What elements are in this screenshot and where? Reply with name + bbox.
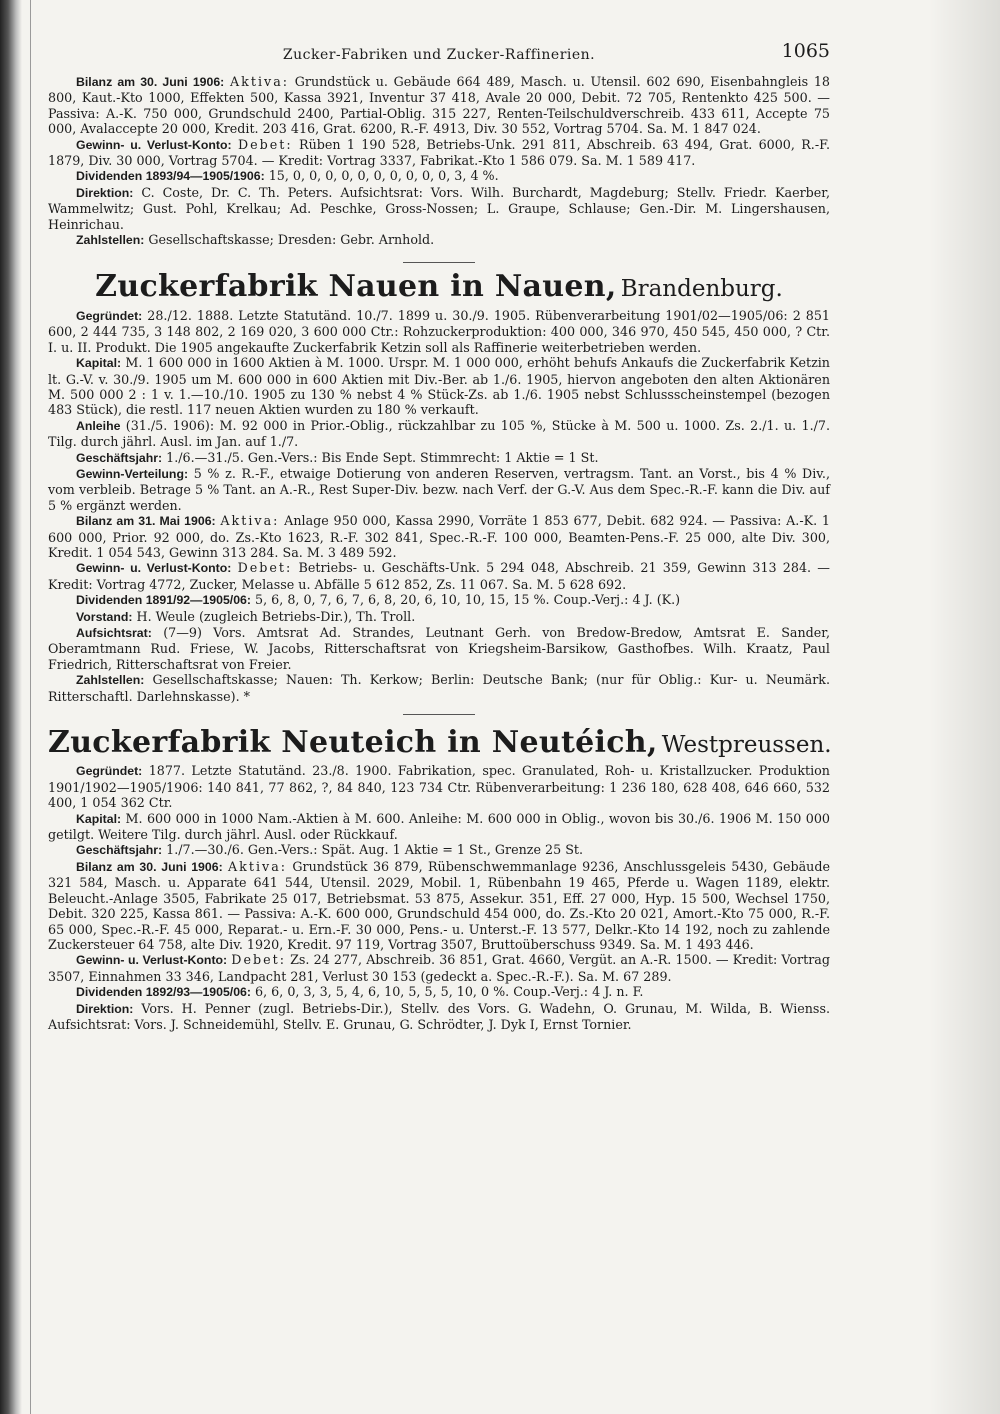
- entry-paragraph: [48, 842, 830, 858]
- entry-label: Direktion:: [76, 1001, 134, 1016]
- entry-paragraph: [48, 355, 830, 418]
- entry-text: M. 1 600 000 in 1600 Aktien à M. 1000. Urspr. M. 1 000 000, erhöht behufs Ankaufs die Zuckerfabrik Ketzin lt. G.-V. v. 30./9. 1905 um M. 600 000 in 600 Aktien mit Div.-Ber. ab 1./6. 1905, hiervon angeboten den alten Aktionären M. 500 000 2 : 1 v. 1.—10./10. 1905 zu 130 % nebst 4 % Stück-Zs. ab 1./6. 1905 nebst Schlussscheinstempel (bezogen 483 Stück), die restl. 117 neuen Aktien wurden zu 180 % verkauft.: [48, 355, 830, 418]
- entry-label: Aufsichtsrat:: [76, 626, 152, 640]
- company-title: Zuckerfabrik Nauen in Nauen,: [95, 269, 617, 305]
- entry-label: Kapital:: [76, 811, 122, 826]
- entry-label: Dividenden 1892/93—1905/06:: [76, 985, 251, 1000]
- scan-right-shade: [930, 0, 1000, 1414]
- entry-paragraph: [48, 308, 830, 355]
- entry-label: Gewinn- u. Verlust-Konto:: [76, 953, 228, 968]
- entry-paragraph: [48, 1001, 830, 1033]
- entry-paragraph: [48, 952, 830, 984]
- running-head-title: Zucker-Fabriken und Zucker-Raffinerien.: [282, 47, 596, 63]
- entry-label: Bilanz am 30. Juni 1906:: [76, 75, 225, 89]
- scan-fold-line: [30, 0, 31, 1414]
- entry-text: (7—9) Vors. Amtsrat Ad. Strandes, Leutnant Gerh. von Bredow-Bredow, Amtsrat E. Sander, Oberamtmann Rud. Friese, W. Jacobs, Ritterschaftsrat von Kriegsheim-Barsikow, Gasthofbes. Wilh. Kraatz, Paul Friedrich, Ritterschaftsrat von Freier.: [48, 625, 830, 672]
- entry-text: Gesellschaftskasse; Dresden: Gebr. Arnhold.: [148, 232, 435, 248]
- entry-text: Zs. 24 277, Abschreib. 36 851, Grat. 4660, Vergüt. an A.-R. 1500. — Kredit: Vortrag 3507, Einnahmen 33 346, Landpacht 281, Verlust 30 153 (gedeckt a. Spec.-R.-F.). Sa. M. 67 289.: [48, 952, 830, 984]
- entry-label: Gewinn- u. Verlust-Konto:: [76, 561, 232, 576]
- entry-text: Anlage 950 000, Kassa 2990, Vorräte 1 853 677, Debit. 682 924. — Passiva: A.-K. 1 600 000, Prior. 92 000, do. Zs.-Kto 1623, R.-F. 302 841, Spec.-R.-F. 100 000, Beamten-Pens.-F. 25 000, alte Div. 300, Kredit. 1 054 543, Gewinn 313 284. Sa. M. 3 489 592.: [48, 513, 830, 560]
- entry-paragraph: [48, 513, 830, 560]
- entry-text: Grundstück u. Gebäude 664 489, Masch. u. Utensil. 602 690, Eisenbahngleis 18 800, Kaut.-Kto 1000, Effekten 500, Kassa 3921, Inventur 37 418, Avale 20 000, Debit. 72 705, Rentenkto 425 500. — Passiva: A.-K. 750 000, Grundschuld 2400, Partial-Oblig. 315 227, Renten-Teilschuldverschreib. 433 611, Accepte 75 000, Avalaccepte 20 000, Kredit. 203 416, Grat. 6200, R.-F. 4913, Div. 30 552, Vortrag 5704. Sa. M. 1 847 024.: [48, 74, 830, 137]
- entry-text: M. 600 000 in 1000 Nam.-Aktien à M. 600. Anleihe: M. 600 000 in Oblig., wovon bis 30./6. 1906 M. 150 000 getilgt. Weitere Tilg. durch jährl. Ausl. oder Rückkauf.: [48, 810, 830, 843]
- section-previous-company: [48, 74, 830, 248]
- section-divider: [403, 262, 475, 263]
- entry-paragraph: [48, 763, 830, 810]
- entry-label: Dividenden 1893/94—1905/1906:: [76, 169, 265, 184]
- entry-text: Gesellschaftskasse; Nauen: Th. Kerkow; Berlin: Deutsche Bank; (nur für Oblig.: Kur- u. Neumärk. Ritterschaftl. Darlehnskasse). *: [48, 672, 830, 704]
- entry-label: Direktion:: [76, 185, 134, 200]
- entry-paragraph: [48, 592, 830, 608]
- entry-label: Gewinn- u. Verlust-Konto:: [76, 137, 232, 152]
- entry-paragraph: [48, 811, 830, 843]
- company-region: Westpreussen.: [661, 732, 832, 759]
- entry-spaced-label: Aktiva:: [230, 74, 290, 89]
- entry-text: Vors. H. Penner (zugl. Betriebs-Dir.), Stellv. des Vors. G. Wadehn, O. Grunau, M. Wilda, B. Wienss. Aufsichtsrat: Vors. J. Schneidemühl, Stellv. E. Grunau, G. Schrödter, J. Dyk I, Ernst Tornier.: [48, 1000, 830, 1032]
- entry-label: Geschäftsjahr:: [76, 450, 163, 465]
- company-heading-nauen: [48, 269, 830, 305]
- running-head: [48, 40, 830, 74]
- entry-text: 1./6.—31./5. Gen.-Vers.: Bis Ende Sept. Stimmrecht: 1 Aktie = 1 St.: [166, 449, 599, 465]
- section-neuteich: [48, 763, 830, 1032]
- entry-spaced-label: Aktiva:: [220, 513, 280, 529]
- entry-label: Gegründet:: [76, 764, 143, 779]
- entry-spaced-label: Debet:: [237, 136, 293, 152]
- entry-paragraph: [48, 625, 830, 672]
- entry-text: Rüben 1 190 528, Betriebs-Unk. 291 811, Abschreib. 63 494, Grat. 6000, R.-F. 1879, Div. 30 000, Vortrag 5704. — Kredit: Vortrag 3337, Fabrikat.-Kto 1 586 079. Sa. M. 1 589 417.: [48, 136, 830, 169]
- entry-label: Bilanz am 30. Juni 1906:: [76, 859, 223, 874]
- entry-label: Zahlstellen:: [76, 233, 145, 248]
- scan-left-edge: [0, 0, 22, 1414]
- entry-label: Kapital:: [76, 356, 122, 371]
- entry-text: Grundstück 36 879, Rübenschwemmanlage 9236, Anschlussgeleis 5430, Gebäude 321 584, Masch. u. Apparate 641 544, Utensil. 2029, Mobil. 1, Rübenbahn 19 465, Pferde u. Wagen 1189, elektr. Beleucht.-Anlage 3505, Fabrikate 25 017, Betriebsmat. 53 875, Assekur. 351, Eff. 27 000, Hyp. 15 500, Wechsel 1750, Debit. 320 225, Kassa 861. — Passiva: A.-K. 600 000, Grundschuld 454 000, do. Zs.-Kto 20 021, Amort.-Kto 75 000, R.-F. 65 000, Spec.-R.-F. 45 000, Reparat.- u. Ern.-F. 30 000, Pens.- u. Unterst.-F. 13 577, Delkr.-Kto 14 192, noch zu zahlende Zuckersteuer 64 758, alte Div. 1920, Kredit. 97 119, Vortrag 3507, Bruttoüberschuss 9349. Sa. M. 1 493 446.: [48, 858, 830, 952]
- entry-spaced-label: Aktiva:: [228, 858, 288, 874]
- entry-label: Gegründet:: [76, 308, 143, 323]
- entry-paragraph: [48, 185, 830, 232]
- entry-text: 1./7.—30./6. Gen.-Vers.: Spät. Aug. 1 Aktie = 1 St., Grenze 25 St.: [166, 842, 584, 858]
- entry-spaced-label: Debet:: [237, 560, 293, 576]
- entry-paragraph: [48, 418, 830, 450]
- entry-paragraph: [48, 560, 830, 592]
- document-page: [48, 40, 832, 1034]
- entry-label: Gewinn-Verteilung:: [76, 466, 189, 481]
- entry-label: Vorstand:: [76, 609, 133, 624]
- entry-paragraph: [48, 168, 830, 184]
- entry-paragraph: [48, 672, 830, 704]
- entry-text: 1877. Letzte Statutänd. 23./8. 1900. Fabrikation, spec. Granulated, Roh- u. Kristallzucker. Produktion 1901/1902—1905/1906: 140 841, 77 862, ?, 84 840, 123 734 Ctr. Rübenverarbeitung: 1 236 180, 628 408, 646 660, 532 400, 1 054 362 Ctr.: [48, 763, 830, 811]
- entry-text: C. Coste, Dr. C. Th. Peters. Aufsichtsrat: Vors. Wilh. Burchardt, Magdeburg; Stellv. Friedr. Kaerber, Wammelwitz; Gust. Pohl, Krelkau; Ad. Peschke, Gross-Nossen; L. Graupe, Schlause; Gen.-Dir. M. Lingershausen, Heinrichau.: [48, 184, 830, 232]
- entry-text: 28./12. 1888. Letzte Statutänd. 10./7. 1899 u. 30./9. 1905. Rübenverarbeitung 1901/02—1905/06: 2 851 600, 2 444 735, 3 148 802, 2 169 020, 3 600 000 Ctr.: Rohzuckerproduktion: 400 000, 346 970, 450 545, 450 000, ? Ctr. I. u. II. Produkt. Die 1905 angekaufte Zuckerfabrik Ketzin soll als Raffinerie weiterbetrieben werden.: [48, 307, 830, 355]
- entry-paragraph: [48, 232, 830, 248]
- entry-paragraph: [48, 609, 830, 625]
- entry-paragraph: [48, 859, 830, 952]
- section-divider: [403, 714, 475, 715]
- entry-label: Geschäftsjahr:: [76, 843, 163, 858]
- entry-text: (31./5. 1906): M. 92 000 in Prior.-Oblig., rückzahlbar zu 105 %, Stücke à M. 500 u. 1000. Zs. 2./1. u. 1./7. Tilg. durch jährl. Ausl. im Jan. auf 1./7.: [48, 417, 830, 450]
- company-title: Zuckerfabrik Neuteich in Neutéich,: [48, 725, 658, 761]
- entry-label: Dividenden 1891/92—1905/06:: [76, 593, 251, 608]
- entry-text: 6, 6, 0, 3, 3, 5, 4, 6, 10, 5, 5, 5, 10, 0 %. Coup.-Verj.: 4 J. n. F.: [255, 984, 644, 1000]
- entry-label: Bilanz am 31. Mai 1906:: [76, 514, 216, 529]
- entry-paragraph: [48, 450, 830, 466]
- entry-spaced-label: Debet:: [231, 952, 286, 968]
- entry-text: Betriebs- u. Geschäfts-Unk. 5 294 048, Abschreib. 21 359, Gewinn 313 284. — Kredit: Vortrag 4772, Zucker, Melasse u. Abfälle 5 612 852, Zs. 11 067. Sa. M. 5 628 692.: [48, 560, 830, 592]
- entry-paragraph: [48, 74, 830, 137]
- entry-text: 5, 6, 8, 0, 7, 6, 7, 6, 8, 20, 6, 10, 10, 15, 15 %. Coup.-Verj.: 4 J. (K.): [255, 592, 681, 608]
- entry-text: H. Weule (zugleich Betriebs-Dir.), Th. Troll.: [136, 608, 416, 624]
- entry-paragraph: [48, 984, 830, 1000]
- company-heading-neuteich: [48, 725, 832, 761]
- section-nauen: [48, 308, 830, 704]
- entry-paragraph: [48, 137, 830, 169]
- page-number: 1065: [781, 40, 830, 62]
- entry-paragraph: [48, 466, 830, 513]
- entry-label: Anleihe: [76, 418, 121, 433]
- entry-text: 15, 0, 0, 0, 0, 0, 0, 0, 0, 0, 0, 3, 4 %.: [268, 168, 499, 184]
- entry-text: 5 % z. R.-F., etwaige Dotierung von anderen Reserven, vertragsm. Tant. an Vorst., bis 4 % Div., vom verbleib. Betrage 5 % Tant. an A.-R., Rest Super-Div. bezw. nach Verf. der G.-V. Aus dem Spec.-R.-F. kann die Div. auf 5 % ergänzt werden.: [48, 465, 830, 513]
- company-region: Brandenburg.: [620, 276, 783, 303]
- entry-label: Zahlstellen:: [76, 673, 145, 688]
